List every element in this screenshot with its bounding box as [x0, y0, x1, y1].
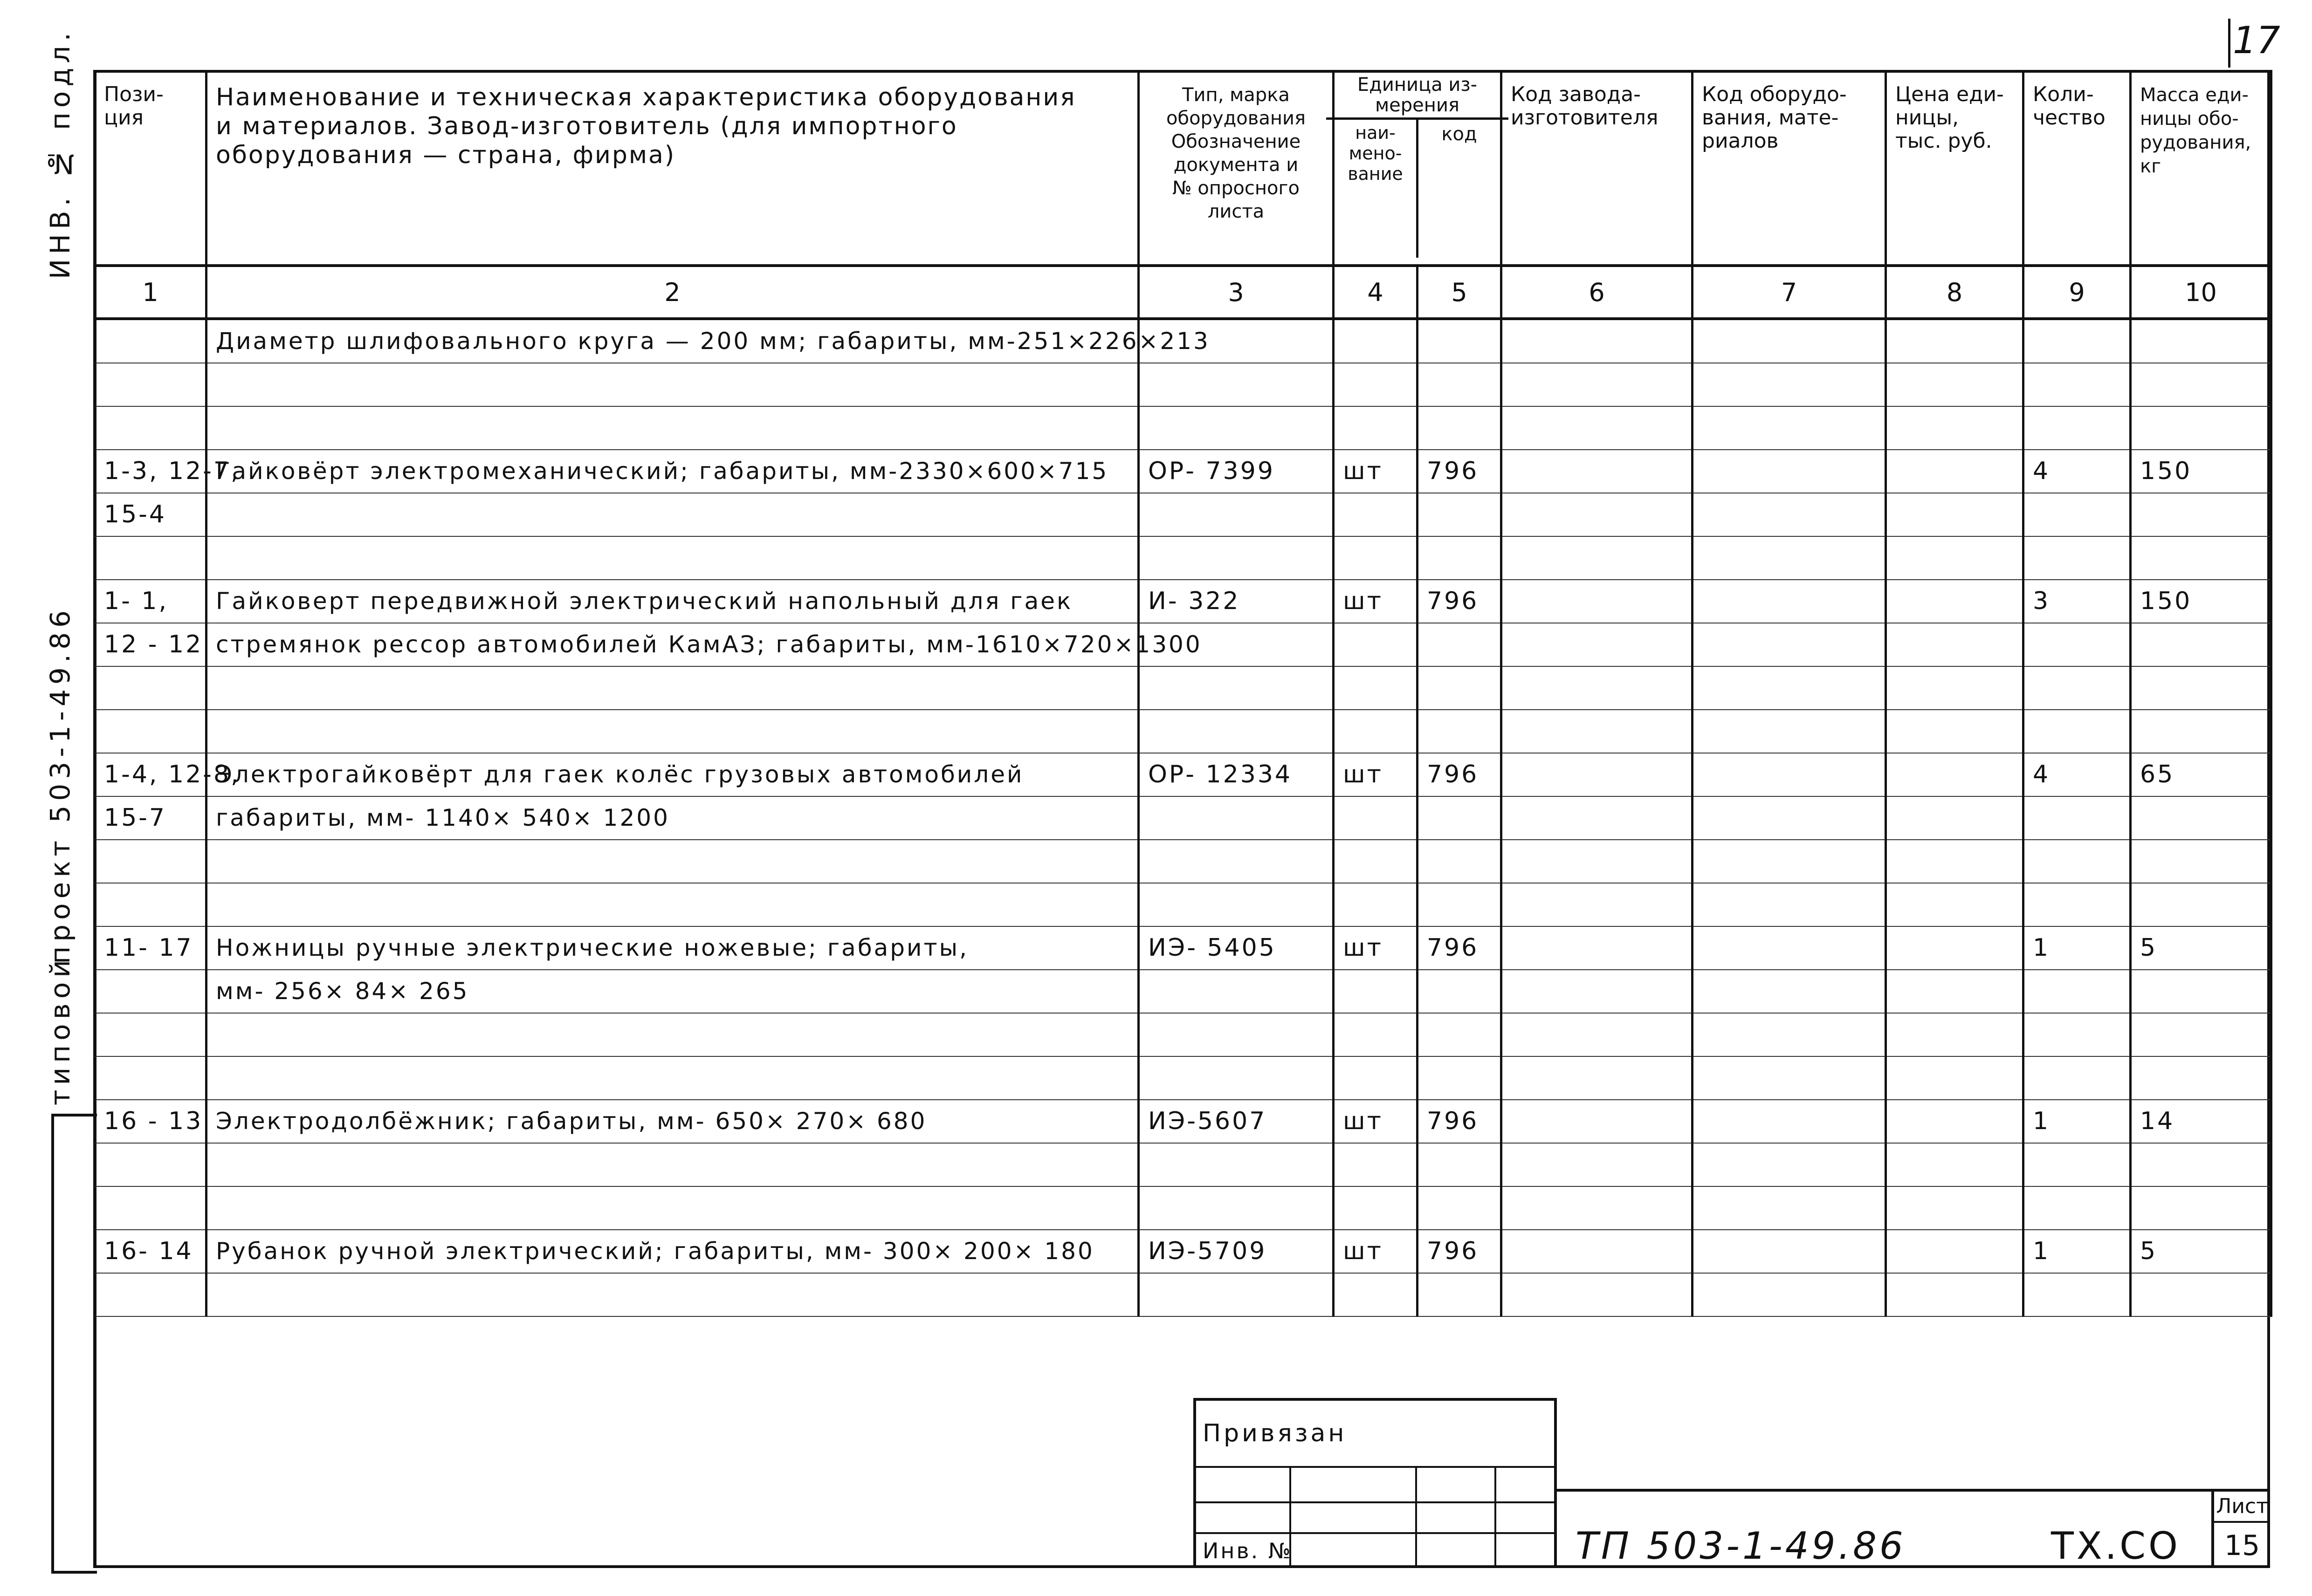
- table-row: [95, 883, 2271, 926]
- cell-empty: [1501, 1230, 1693, 1273]
- side-text-type: типовой: [44, 955, 76, 1106]
- cell-empty: [1693, 1186, 1886, 1230]
- cell-unit: шт: [1334, 450, 1417, 493]
- table-row: [95, 1013, 2271, 1056]
- cell-mass: [2131, 796, 2271, 840]
- cell-pos: 16 - 13: [95, 1100, 206, 1143]
- cell-unit: [1334, 1186, 1417, 1230]
- cell-type: И- 322: [1139, 580, 1334, 623]
- cell-unit: [1334, 1013, 1417, 1056]
- attachment-stamp: [1193, 1398, 1557, 1568]
- table-row: [95, 1230, 2271, 1273]
- cell-empty: [1501, 1186, 1693, 1230]
- cell-mass: [2131, 1143, 2271, 1186]
- col-num: 7: [1693, 266, 1886, 319]
- cell-empty: [1501, 580, 1693, 623]
- cell-empty: [1501, 450, 1693, 493]
- cell-name: [206, 536, 1139, 580]
- cell-pos: [95, 1013, 206, 1056]
- header-unit: Единица из- мерения наи- мено- вание код: [1334, 70, 1501, 266]
- cell-type: [1139, 1273, 1334, 1316]
- cell-empty: [1693, 753, 1886, 796]
- cell-mass: [2131, 883, 2271, 926]
- table-row: [95, 970, 2271, 1013]
- cell-type: [1139, 1143, 1334, 1186]
- cell-mass: [2131, 666, 2271, 710]
- table-row: [95, 796, 2271, 840]
- cell-qty: [2023, 710, 2131, 753]
- cell-pos: [95, 319, 206, 363]
- col-num: 1: [95, 266, 206, 319]
- cell-code: [1417, 1143, 1501, 1186]
- cell-code: [1417, 666, 1501, 710]
- cell-name: Гайковерт передвижной электрический напольный для гаек: [206, 580, 1139, 623]
- cell-pos: [95, 710, 206, 753]
- cell-pos: [95, 536, 206, 580]
- cell-empty: [1693, 493, 1886, 536]
- cell-qty: 4: [2023, 450, 2131, 493]
- cell-qty: 1: [2023, 926, 2131, 970]
- page-number-bar: [2228, 19, 2230, 68]
- cell-name: Диаметр шлифовального круга — 200 мм; габариты, мм-251×226×213: [206, 319, 1139, 363]
- cell-empty: [1501, 1143, 1693, 1186]
- cell-empty: [1501, 1273, 1693, 1316]
- cell-empty: [1501, 1100, 1693, 1143]
- table-row: [95, 493, 2271, 536]
- cell-empty: [1693, 1013, 1886, 1056]
- cell-mass: 5: [2131, 1230, 2271, 1273]
- cell-empty: [1501, 319, 1693, 363]
- cell-unit: [1334, 493, 1417, 536]
- cell-empty: [1501, 883, 1693, 926]
- cell-pos: [95, 1273, 206, 1316]
- cell-empty: [1693, 1100, 1886, 1143]
- cell-qty: [2023, 319, 2131, 363]
- cell-code: [1417, 406, 1501, 450]
- project-code: ТП 503-1-49.86: [1576, 1524, 1906, 1568]
- cell-empty: [1693, 1273, 1886, 1316]
- cell-empty: [1693, 666, 1886, 710]
- cell-empty: [1886, 1013, 2023, 1056]
- cell-code: 796: [1417, 753, 1501, 796]
- cell-name: габариты, мм- 1140× 540× 1200: [206, 796, 1139, 840]
- cell-mass: [2131, 319, 2271, 363]
- cell-empty: [1886, 319, 2023, 363]
- col-num: 2: [206, 266, 1139, 319]
- cell-empty: [1501, 493, 1693, 536]
- cell-code: [1417, 363, 1501, 406]
- cell-type: ИЭ- 5405: [1139, 926, 1334, 970]
- cell-pos: [95, 840, 206, 883]
- table-row: [95, 536, 2271, 580]
- table-row: [95, 623, 2271, 666]
- cell-empty: [1693, 840, 1886, 883]
- sheet-number-box: [2211, 1492, 2270, 1568]
- cell-unit: [1334, 623, 1417, 666]
- cell-qty: [2023, 1056, 2131, 1100]
- cell-name: [206, 406, 1139, 450]
- cell-name: [206, 883, 1139, 926]
- cell-empty: [1693, 926, 1886, 970]
- cell-pos: 1- 1,: [95, 580, 206, 623]
- cell-empty: [1886, 840, 2023, 883]
- cell-empty: [1886, 753, 2023, 796]
- cell-type: [1139, 796, 1334, 840]
- cell-pos: 12 - 12: [95, 623, 206, 666]
- cell-qty: [2023, 796, 2131, 840]
- cell-empty: [1886, 1230, 2023, 1273]
- cell-name: Электрогайковёрт для гаек колёс грузовых автомобилей: [206, 753, 1139, 796]
- cell-empty: [1693, 406, 1886, 450]
- cell-qty: [2023, 840, 2131, 883]
- cell-unit: шт: [1334, 1100, 1417, 1143]
- cell-mass: [2131, 970, 2271, 1013]
- cell-empty: [1886, 710, 2023, 753]
- cell-empty: [1693, 970, 1886, 1013]
- cell-code: [1417, 493, 1501, 536]
- cell-name: [206, 1013, 1139, 1056]
- cell-empty: [1886, 450, 2023, 493]
- cell-type: [1139, 536, 1334, 580]
- cell-type: [1139, 1186, 1334, 1230]
- cell-empty: [1886, 1056, 2023, 1100]
- title-block: [1557, 1489, 2270, 1568]
- col-num: 8: [1886, 266, 2023, 319]
- cell-empty: [1693, 883, 1886, 926]
- cell-empty: [1886, 623, 2023, 666]
- header-mass: Масса еди- ницы обо- рудования, кг: [2131, 70, 2271, 266]
- cell-qty: [2023, 363, 2131, 406]
- cell-qty: [2023, 406, 2131, 450]
- cell-qty: [2023, 623, 2131, 666]
- cell-unit: [1334, 883, 1417, 926]
- header-unit-code: код: [1441, 123, 1477, 145]
- cell-name: стремянок рессор автомобилей КамАЗ; габариты, мм-1610×720×1300: [206, 623, 1139, 666]
- cell-qty: [2023, 1013, 2131, 1056]
- cell-code: [1417, 1186, 1501, 1230]
- cell-unit: шт: [1334, 926, 1417, 970]
- col-num: 3: [1139, 266, 1334, 319]
- header-factory-code: Код завода- изготовителя: [1501, 70, 1693, 266]
- cell-code: [1417, 710, 1501, 753]
- cell-empty: [1886, 970, 2023, 1013]
- cell-empty: [1501, 623, 1693, 666]
- cell-empty: [1886, 666, 2023, 710]
- cell-code: [1417, 536, 1501, 580]
- header-equipment-code: Код оборудо- вания, мате- риалов: [1693, 70, 1886, 266]
- sheet-label: Лист: [2214, 1492, 2270, 1523]
- stamp-attached-label: Привязан: [1203, 1419, 1347, 1447]
- cell-empty: [1886, 796, 2023, 840]
- cell-name: [206, 840, 1139, 883]
- cell-mass: [2131, 1273, 2271, 1316]
- cell-unit: [1334, 970, 1417, 1013]
- cell-empty: [1501, 666, 1693, 710]
- cell-type: ИЭ-5607: [1139, 1100, 1334, 1143]
- table-row: [95, 1100, 2271, 1143]
- cell-name: [206, 1273, 1139, 1316]
- table-row: [95, 840, 2271, 883]
- cell-empty: [1886, 926, 2023, 970]
- cell-unit: [1334, 710, 1417, 753]
- cell-name: [206, 1186, 1139, 1230]
- cell-type: [1139, 970, 1334, 1013]
- cell-empty: [1693, 536, 1886, 580]
- header-row: [95, 70, 2271, 266]
- cell-code: 796: [1417, 926, 1501, 970]
- cell-empty: [1501, 406, 1693, 450]
- cell-pos: 1-3, 12-7,: [95, 450, 206, 493]
- cell-qty: [2023, 536, 2131, 580]
- cell-mass: [2131, 1013, 2271, 1056]
- cell-empty: [1886, 493, 2023, 536]
- table-row: [95, 319, 2271, 363]
- cell-empty: [1501, 796, 1693, 840]
- cell-type: [1139, 493, 1334, 536]
- cell-name: [206, 363, 1139, 406]
- cell-type: [1139, 406, 1334, 450]
- cell-pos: [95, 883, 206, 926]
- table-row: [95, 710, 2271, 753]
- cell-type: [1139, 1013, 1334, 1056]
- cell-empty: [1886, 536, 2023, 580]
- cell-mass: 150: [2131, 580, 2271, 623]
- cell-empty: [1693, 710, 1886, 753]
- cell-type: ОР- 12334: [1139, 753, 1334, 796]
- cell-name: Электродолбёжник; габариты, мм- 650× 270× 680: [206, 1100, 1139, 1143]
- cell-empty: [1501, 970, 1693, 1013]
- side-margin-box: [51, 1114, 97, 1574]
- cell-empty: [1501, 926, 1693, 970]
- cell-name: [206, 1143, 1139, 1186]
- cell-mass: 5: [2131, 926, 2271, 970]
- cell-unit: [1334, 363, 1417, 406]
- cell-pos: [95, 1186, 206, 1230]
- cell-qty: 4: [2023, 753, 2131, 796]
- cell-empty: [1693, 1056, 1886, 1100]
- cell-empty: [1886, 1143, 2023, 1186]
- col-num: 5: [1417, 266, 1501, 319]
- cell-code: [1417, 883, 1501, 926]
- cell-mass: [2131, 710, 2271, 753]
- cell-type: [1139, 840, 1334, 883]
- table-row: [95, 753, 2271, 796]
- cell-mass: 14: [2131, 1100, 2271, 1143]
- cell-mass: [2131, 840, 2271, 883]
- col-num: 10: [2131, 266, 2271, 319]
- cell-empty: [1501, 710, 1693, 753]
- cell-empty: [1501, 536, 1693, 580]
- side-text-inventory: ИНВ. № подл.: [44, 28, 76, 280]
- cell-pos: 16- 14: [95, 1230, 206, 1273]
- cell-code: [1417, 1273, 1501, 1316]
- cell-name: мм- 256× 84× 265: [206, 970, 1139, 1013]
- cell-code: 796: [1417, 580, 1501, 623]
- cell-mass: [2131, 406, 2271, 450]
- cell-code: 796: [1417, 450, 1501, 493]
- cell-empty: [1886, 883, 2023, 926]
- cell-mass: [2131, 536, 2271, 580]
- cell-empty: [1501, 1013, 1693, 1056]
- cell-mass: 150: [2131, 450, 2271, 493]
- cell-name: [206, 710, 1139, 753]
- cell-empty: [1501, 363, 1693, 406]
- cell-unit: [1334, 840, 1417, 883]
- cell-empty: [1693, 1230, 1886, 1273]
- cell-unit: [1334, 796, 1417, 840]
- cell-qty: [2023, 1186, 2131, 1230]
- page-number: 17: [2233, 19, 2280, 62]
- cell-mass: [2131, 493, 2271, 536]
- cell-code: 796: [1417, 1230, 1501, 1273]
- col-num: 4: [1334, 266, 1417, 319]
- table-row: [95, 450, 2271, 493]
- cell-empty: [1693, 450, 1886, 493]
- cell-code: [1417, 796, 1501, 840]
- side-text-project: проект 503-1-49.86: [44, 606, 76, 964]
- cell-pos: [95, 666, 206, 710]
- cell-qty: [2023, 666, 2131, 710]
- cell-name: Рубанок ручной электрический; габариты, мм- 300× 200× 180: [206, 1230, 1139, 1273]
- cell-unit: [1334, 406, 1417, 450]
- cell-pos: [95, 1056, 206, 1100]
- cell-empty: [1886, 1273, 2023, 1316]
- table-row: [95, 1056, 2271, 1100]
- cell-code: [1417, 970, 1501, 1013]
- cell-empty: [1886, 406, 2023, 450]
- table-row: [95, 363, 2271, 406]
- cell-type: [1139, 363, 1334, 406]
- cell-empty: [1693, 1143, 1886, 1186]
- cell-empty: [1693, 363, 1886, 406]
- cell-code: [1417, 623, 1501, 666]
- sheet-value: 15: [2224, 1529, 2260, 1562]
- header-unit-name: наи- мено- вание: [1335, 120, 1418, 258]
- cell-name: [206, 1056, 1139, 1100]
- cell-type: ИЭ-5709: [1139, 1230, 1334, 1273]
- table-row: [95, 1143, 2271, 1186]
- equipment-spec-table: [93, 70, 2272, 1317]
- header-price: Цена еди- ницы, тыс. руб.: [1886, 70, 2023, 266]
- col-num: 9: [2023, 266, 2131, 319]
- table-row: [95, 406, 2271, 450]
- stamp-inv-label: Инв. №: [1203, 1538, 1293, 1563]
- cell-mass: [2131, 1186, 2271, 1230]
- cell-name: [206, 666, 1139, 710]
- table-row: [95, 1273, 2271, 1316]
- cell-empty: [1693, 796, 1886, 840]
- cell-pos: [95, 406, 206, 450]
- cell-pos: 11- 17: [95, 926, 206, 970]
- cell-empty: [1886, 1186, 2023, 1230]
- cell-unit: [1334, 1056, 1417, 1100]
- cell-code: [1417, 1056, 1501, 1100]
- col-num: 6: [1501, 266, 1693, 319]
- cell-unit: шт: [1334, 1230, 1417, 1273]
- cell-pos: 1-4, 12-8,: [95, 753, 206, 796]
- cell-qty: [2023, 493, 2131, 536]
- header-qty: Коли- чество: [2023, 70, 2131, 266]
- cell-pos: 15-4: [95, 493, 206, 536]
- cell-name: Гайковёрт электромеханический; габариты, мм-2330×600×715: [206, 450, 1139, 493]
- cell-pos: [95, 970, 206, 1013]
- table-row: [95, 1186, 2271, 1230]
- cell-unit: [1334, 319, 1417, 363]
- cell-name: Ножницы ручные электрические ножевые; габариты,: [206, 926, 1139, 970]
- cell-code: [1417, 840, 1501, 883]
- cell-name: [206, 493, 1139, 536]
- cell-mass: [2131, 1056, 2271, 1100]
- cell-unit: [1334, 536, 1417, 580]
- column-number-row: [95, 266, 2271, 319]
- cell-type: [1139, 883, 1334, 926]
- cell-type: [1139, 1056, 1334, 1100]
- cell-pos: 15-7: [95, 796, 206, 840]
- cell-empty: [1501, 840, 1693, 883]
- cell-code: 796: [1417, 1100, 1501, 1143]
- cell-unit: шт: [1334, 753, 1417, 796]
- cell-empty: [1886, 1100, 2023, 1143]
- cell-empty: [1693, 580, 1886, 623]
- cell-empty: [1886, 580, 2023, 623]
- cell-qty: 3: [2023, 580, 2131, 623]
- cell-type: [1139, 710, 1334, 753]
- document-mark: ТХ.СО: [2051, 1524, 2181, 1568]
- cell-qty: [2023, 883, 2131, 926]
- cell-empty: [1501, 753, 1693, 796]
- cell-qty: 1: [2023, 1230, 2131, 1273]
- cell-empty: [1501, 1056, 1693, 1100]
- table-row: [95, 926, 2271, 970]
- cell-unit: [1334, 1143, 1417, 1186]
- cell-empty: [1886, 363, 2023, 406]
- cell-pos: [95, 363, 206, 406]
- cell-code: [1417, 1013, 1501, 1056]
- table-row: [95, 580, 2271, 623]
- header-name: Наименование и техническая характеристика оборудования и материалов. Завод-изготовитель (для импортного оборудования — страна, фирма): [206, 70, 1139, 266]
- cell-qty: [2023, 1143, 2131, 1186]
- cell-qty: [2023, 1273, 2131, 1316]
- cell-empty: [1693, 319, 1886, 363]
- header-type: Тип, марка оборудования Обозначение документа и № опросного листа: [1139, 70, 1334, 266]
- cell-mass: [2131, 623, 2271, 666]
- cell-mass: 65: [2131, 753, 2271, 796]
- cell-code: [1417, 319, 1501, 363]
- cell-pos: [95, 1143, 206, 1186]
- cell-unit: шт: [1334, 580, 1417, 623]
- cell-unit: [1334, 1273, 1417, 1316]
- cell-type: [1139, 666, 1334, 710]
- cell-mass: [2131, 363, 2271, 406]
- cell-type: ОР- 7399: [1139, 450, 1334, 493]
- table-row: [95, 666, 2271, 710]
- cell-unit: [1334, 666, 1417, 710]
- cell-empty: [1693, 623, 1886, 666]
- cell-qty: 1: [2023, 1100, 2131, 1143]
- cell-qty: [2023, 970, 2131, 1013]
- header-position: Пози- ция: [95, 70, 206, 266]
